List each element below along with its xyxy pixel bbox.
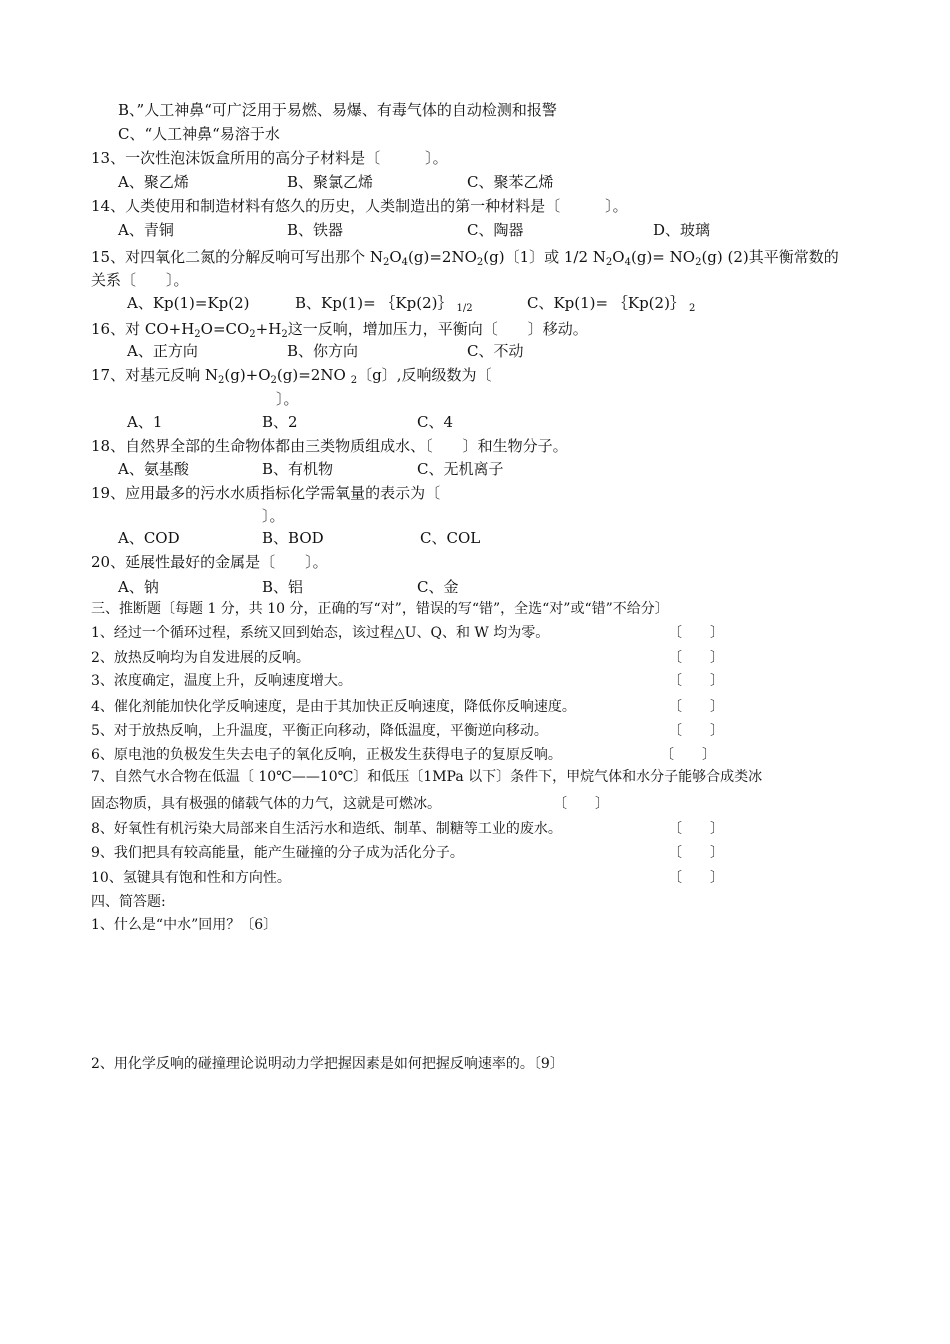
q16-option-b: B、你方向 — [287, 342, 359, 360]
judge-item-8: 8、好氧性有机污染大局部来自生活污水和造纸、制革、制糖等工业的废水。 — [91, 821, 562, 837]
q18-option-c: C、无机离子 — [417, 460, 504, 478]
q14-stem: 14、人类使用和制造材料有悠久的历史，人类制造出的第一种材料是〔 〕。 — [91, 197, 628, 215]
judge-answer-5[interactable]: 〔 〕 — [668, 723, 724, 739]
q16-option-a: A、正方向 — [127, 342, 198, 360]
section4-heading: 四、简答题: — [91, 894, 166, 910]
q20-option-a: A、钠 — [118, 578, 159, 596]
judge-item-6: 6、原电池的负极发生失去电子的氧化反响，正极发生获得电子的复原反响。 — [91, 747, 562, 763]
judge-answer-2[interactable]: 〔 〕 — [668, 650, 724, 666]
judge-item-5: 5、对于放热反响，上升温度，平衡正向移动，降低温度，平衡逆向移动。 — [91, 723, 548, 739]
judge-item-10: 10、氢键具有饱和性和方向性。 — [91, 870, 291, 886]
q17-stem: 17、对基元反响 $N_2(g)+O_2(g)=2NO$ $_2$〔g〕,反响级数为〔 — [91, 366, 492, 386]
q19-option-c: C、COL — [420, 529, 481, 547]
q20-option-b: B、铝 — [262, 578, 304, 596]
q15-option-b: B、Kp(1)= ｛Kp(2)｝ $_{1/2}$ — [295, 294, 473, 314]
q15-stem-line2: 关系〔 〕。 — [91, 271, 189, 289]
q20-option-c: C、金 — [417, 578, 459, 596]
judge-item-7-line2: 固态物质，具有极强的储载气体的力气，这就是可燃冰。 — [91, 796, 441, 812]
judge-item-1: 1、经过一个循环过程，系统又回到始态，该过程△U、Q、和 W 均为零。 — [91, 625, 550, 641]
section3-heading: 三、推断题〔每题 1 分，共 10 分，正确的写“对”，错误的写“错”，全选“对”或“错”不给分〕 — [91, 601, 669, 617]
judge-answer-8[interactable]: 〔 〕 — [668, 821, 724, 837]
judge-answer-9[interactable]: 〔 〕 — [668, 845, 724, 861]
q16-stem: 16、对 $CO+H_2O=CO_2+H_2$这一反响，增加压力，平衡向〔 〕移动。 — [91, 320, 588, 340]
judge-item-7: 7、自然气水合物在低温〔 10℃——10℃〕和低压〔1MPa 以下〕条件下，甲烷气体和水分子能够合成类冰 — [91, 769, 763, 785]
q17-option-b: B、2 — [262, 413, 298, 431]
q15-option-c: C、Kp(1)= ｛Kp(2)｝ $_2$ — [527, 294, 696, 314]
short-answer-1: 1、什么是“中水”回用？〔6〕 — [91, 917, 278, 933]
q15-option-a: A、Kp(1)=Kp(2) — [127, 294, 250, 312]
q17-stem-line2: 〕。 — [276, 390, 299, 408]
q17-option-a: A、1 — [127, 413, 163, 431]
q20-stem: 20、延展性最好的金属是〔 〕。 — [91, 553, 328, 571]
judge-answer-4[interactable]: 〔 〕 — [668, 699, 724, 715]
q14-option-c: C、陶器 — [467, 221, 524, 239]
q13-option-c: C、聚苯乙烯 — [467, 173, 554, 191]
q19-stem: 19、应用最多的污水水质指标化学需氧量的表示为〔 — [91, 484, 441, 502]
q18-option-a: A、氨基酸 — [118, 460, 189, 478]
q13-option-a: A、聚乙烯 — [118, 173, 189, 191]
short-answer-2: 2、用化学反响的碰撞理论说明动力学把握因素是如何把握反响速率的。〔9〕 — [91, 1056, 564, 1072]
q13-option-b: B、聚氯乙烯 — [287, 173, 374, 191]
judge-item-2: 2、放热反响均为自发进展的反响。 — [91, 650, 310, 666]
q19-stem-line2: 〕。 — [262, 507, 285, 525]
q14-option-a: A、青铜 — [118, 221, 174, 239]
q14-option-d: D、玻璃 — [653, 221, 711, 239]
judge-answer-6[interactable]: 〔 〕 — [660, 747, 716, 763]
judge-item-9: 9、我们把具有较高能量，能产生碰撞的分子成为活化分子。 — [91, 845, 464, 861]
q16-option-c: C、不动 — [467, 342, 524, 360]
judge-item-4: 4、催化剂能加快化学反响速度，是由于其加快正反响速度，降低你反响速度。 — [91, 699, 576, 715]
judge-answer-10[interactable]: 〔 〕 — [668, 870, 724, 886]
judge-answer-3[interactable]: 〔 〕 — [668, 673, 724, 689]
judge-item-3: 3、浓度确定，温度上升，反响速度增大。 — [91, 673, 352, 689]
q12-option-b: B、”人工神鼻“可广泛用于易燃、易爆、有毒气体的自动检测和报警 — [118, 101, 557, 119]
q19-option-a: A、COD — [118, 529, 180, 547]
q14-option-b: B、铁器 — [287, 221, 344, 239]
q13-stem: 13、一次性泡沫饭盒所用的高分子材料是〔 〕。 — [91, 149, 448, 167]
q18-option-b: B、有机物 — [262, 460, 334, 478]
q17-option-c: C、4 — [417, 413, 454, 431]
q19-option-b: B、BOD — [262, 529, 324, 547]
judge-answer-1[interactable]: 〔 〕 — [668, 625, 724, 641]
judge-answer-7[interactable]: 〔 〕 — [553, 796, 609, 812]
q12-option-c: C、“人工神鼻“易溶于水 — [118, 125, 280, 143]
q15-stem: 15、对四氧化二氮的分解反响可写出那个 $N_2O_4(g)=2NO_2(g)$〔1〕或 1/2 $N_2O_4(g)= NO_2(g)$ (2)其平衡常数的 — [91, 248, 839, 268]
q18-stem: 18、自然界全部的生命物体都由三类物质组成水、〔 〕和生物分子。 — [91, 437, 568, 455]
